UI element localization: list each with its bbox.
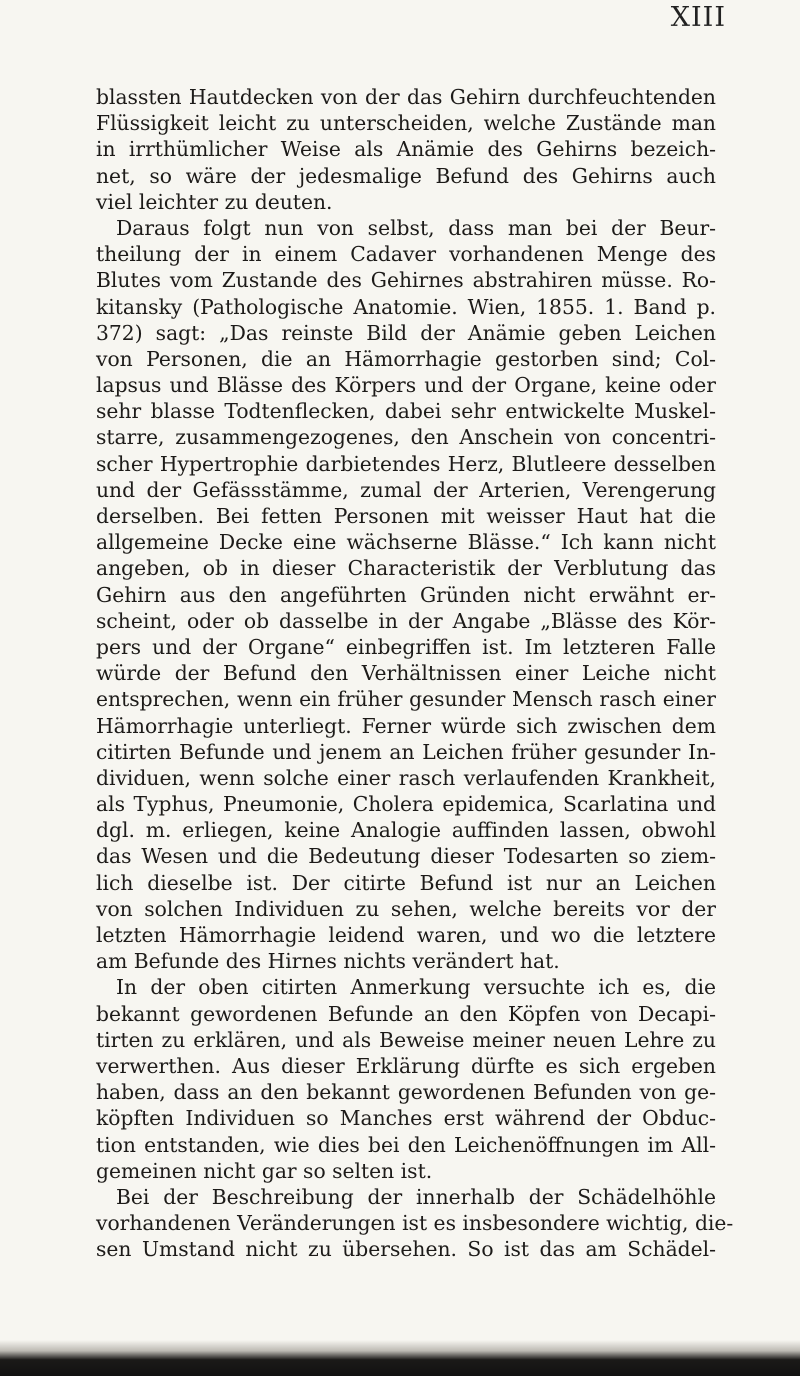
text-line: pers und der Organe“ einbegriffen ist. Im letzteren Falle — [96, 634, 716, 659]
text-line: In der oben citirten Anmerkung versuchte ich es, die — [116, 975, 716, 1000]
text-line: Gehirn aus den angeführten Gründen nicht erwähnt er- — [96, 582, 716, 607]
text-line: als Typhus, Pneumonie, Cholera epidemica, Scarlatina und — [96, 792, 716, 817]
text-line: Hämorrhagie unterliegt. Ferner würde sich zwischen dem — [96, 713, 716, 738]
text-line: köpften Individuen so Manches erst während der Obduc- — [96, 1106, 716, 1131]
text-line: citirten Befunde und jenem an Leichen früher gesunder In- — [96, 739, 716, 764]
text-line: bekannt gewordenen Befunde an den Köpfen von Decapi- — [96, 1001, 716, 1026]
text-line: starre, zusammengezogenes, den Anschein von concentri- — [96, 425, 716, 450]
text-line: dgl. m. erliegen, keine Analogie auffinden lassen, obwohl — [96, 818, 716, 843]
text-line: 372) sagt: „Das reinste Bild der Anämie geben Leichen — [96, 320, 716, 345]
page-number: XIII — [670, 2, 726, 33]
text-line: Bei der Beschreibung der innerhalb der Schädelhöhle — [116, 1184, 716, 1209]
text-line: gemeinen nicht gar so selten ist. — [96, 1158, 433, 1183]
text-line: kitansky (Pathologische Anatomie. Wien, 1855. 1. Band p. — [96, 294, 716, 319]
text-line: vorhandenen Veränderungen ist es insbesondere wichtig, die- — [96, 1211, 734, 1236]
text-line: net, so wäre der jedesmalige Befund des Gehirns auch — [96, 163, 716, 188]
text-line: tion entstanden, wie dies bei den Leichenöffnungen im All- — [96, 1132, 716, 1157]
page-edge-shadow — [0, 1340, 800, 1376]
text-line: angeben, ob in dieser Characteristik der Verblutung das — [96, 556, 716, 581]
text-line: blassten Hautdecken von der das Gehirn durchfeuchtenden — [96, 85, 716, 109]
text-line: derselben. Bei fetten Personen mit weisser Haut hat die — [96, 504, 716, 528]
text-line: von solchen Individuen zu sehen, welche bereits vor der — [96, 896, 716, 921]
text-line: scheint, oder ob dasselbe in der Angabe „Blässe des Kör- — [96, 608, 716, 633]
text-line: würde der Befund den Verhältnissen einer Leiche nicht — [96, 661, 716, 686]
text-line: verwerthen. Aus dieser Erklärung dürfte es sich ergeben — [96, 1053, 716, 1078]
text-line: entsprechen, wenn ein früher gesunder Mensch rasch einer — [96, 687, 716, 712]
text-line: haben, dass an den bekannt gewordenen Befunden von ge- — [96, 1080, 716, 1105]
text-line: letzten Hämorrhagie leidend waren, und wo die letztere — [96, 923, 716, 947]
text-line: scher Hypertrophie darbietendes Herz, Blutleere desselben — [96, 451, 716, 476]
text-line: am Befunde des Hirnes nichts verändert hat. — [96, 949, 560, 974]
text-line: sehr blasse Todtenflecken, dabei sehr entwickelte Muskel- — [96, 399, 716, 424]
text-line: lapsus und Blässe des Körpers und der Organe, keine oder — [96, 373, 716, 398]
text-line: sen Umstand nicht zu übersehen. So ist das am Schädel- — [96, 1237, 716, 1262]
text-line: Blutes vom Zustande des Gehirnes abstrahiren müsse. Ro- — [96, 268, 716, 293]
text-line: in irrthümlicher Weise als Anämie des Gehirns bezeich- — [96, 137, 716, 162]
text-line: theilung der in einem Cadaver vorhandenen Menge des — [96, 242, 716, 267]
text-line: Flüssigkeit leicht zu unterscheiden, welche Zustände man — [96, 111, 716, 136]
text-line: das Wesen und die Bedeutung dieser Todesarten so ziem- — [96, 844, 716, 869]
text-line: dividuen, wenn solche einer rasch verlaufenden Krankheit, — [96, 765, 716, 790]
text-line: Daraus folgt nun von selbst, dass man bei der Beur- — [116, 215, 716, 240]
body-text — [96, 84, 734, 1262]
text-line: allgemeine Decke eine wächserne Blässe.“ Ich kann nicht — [96, 530, 716, 555]
text-line: und der Gefässstämme, zumal der Arterien, Verengerung — [96, 477, 716, 502]
text-line: tirten zu erklären, und als Beweise meiner neuen Lehre zu — [96, 1027, 716, 1052]
text-line: viel leichter zu deuten. — [96, 189, 333, 214]
text-line: von Personen, die an Hämorrhagie gestorben sind; Col- — [96, 346, 716, 371]
text-line: lich dieselbe ist. Der citirte Befund ist nur an Leichen — [96, 870, 716, 895]
